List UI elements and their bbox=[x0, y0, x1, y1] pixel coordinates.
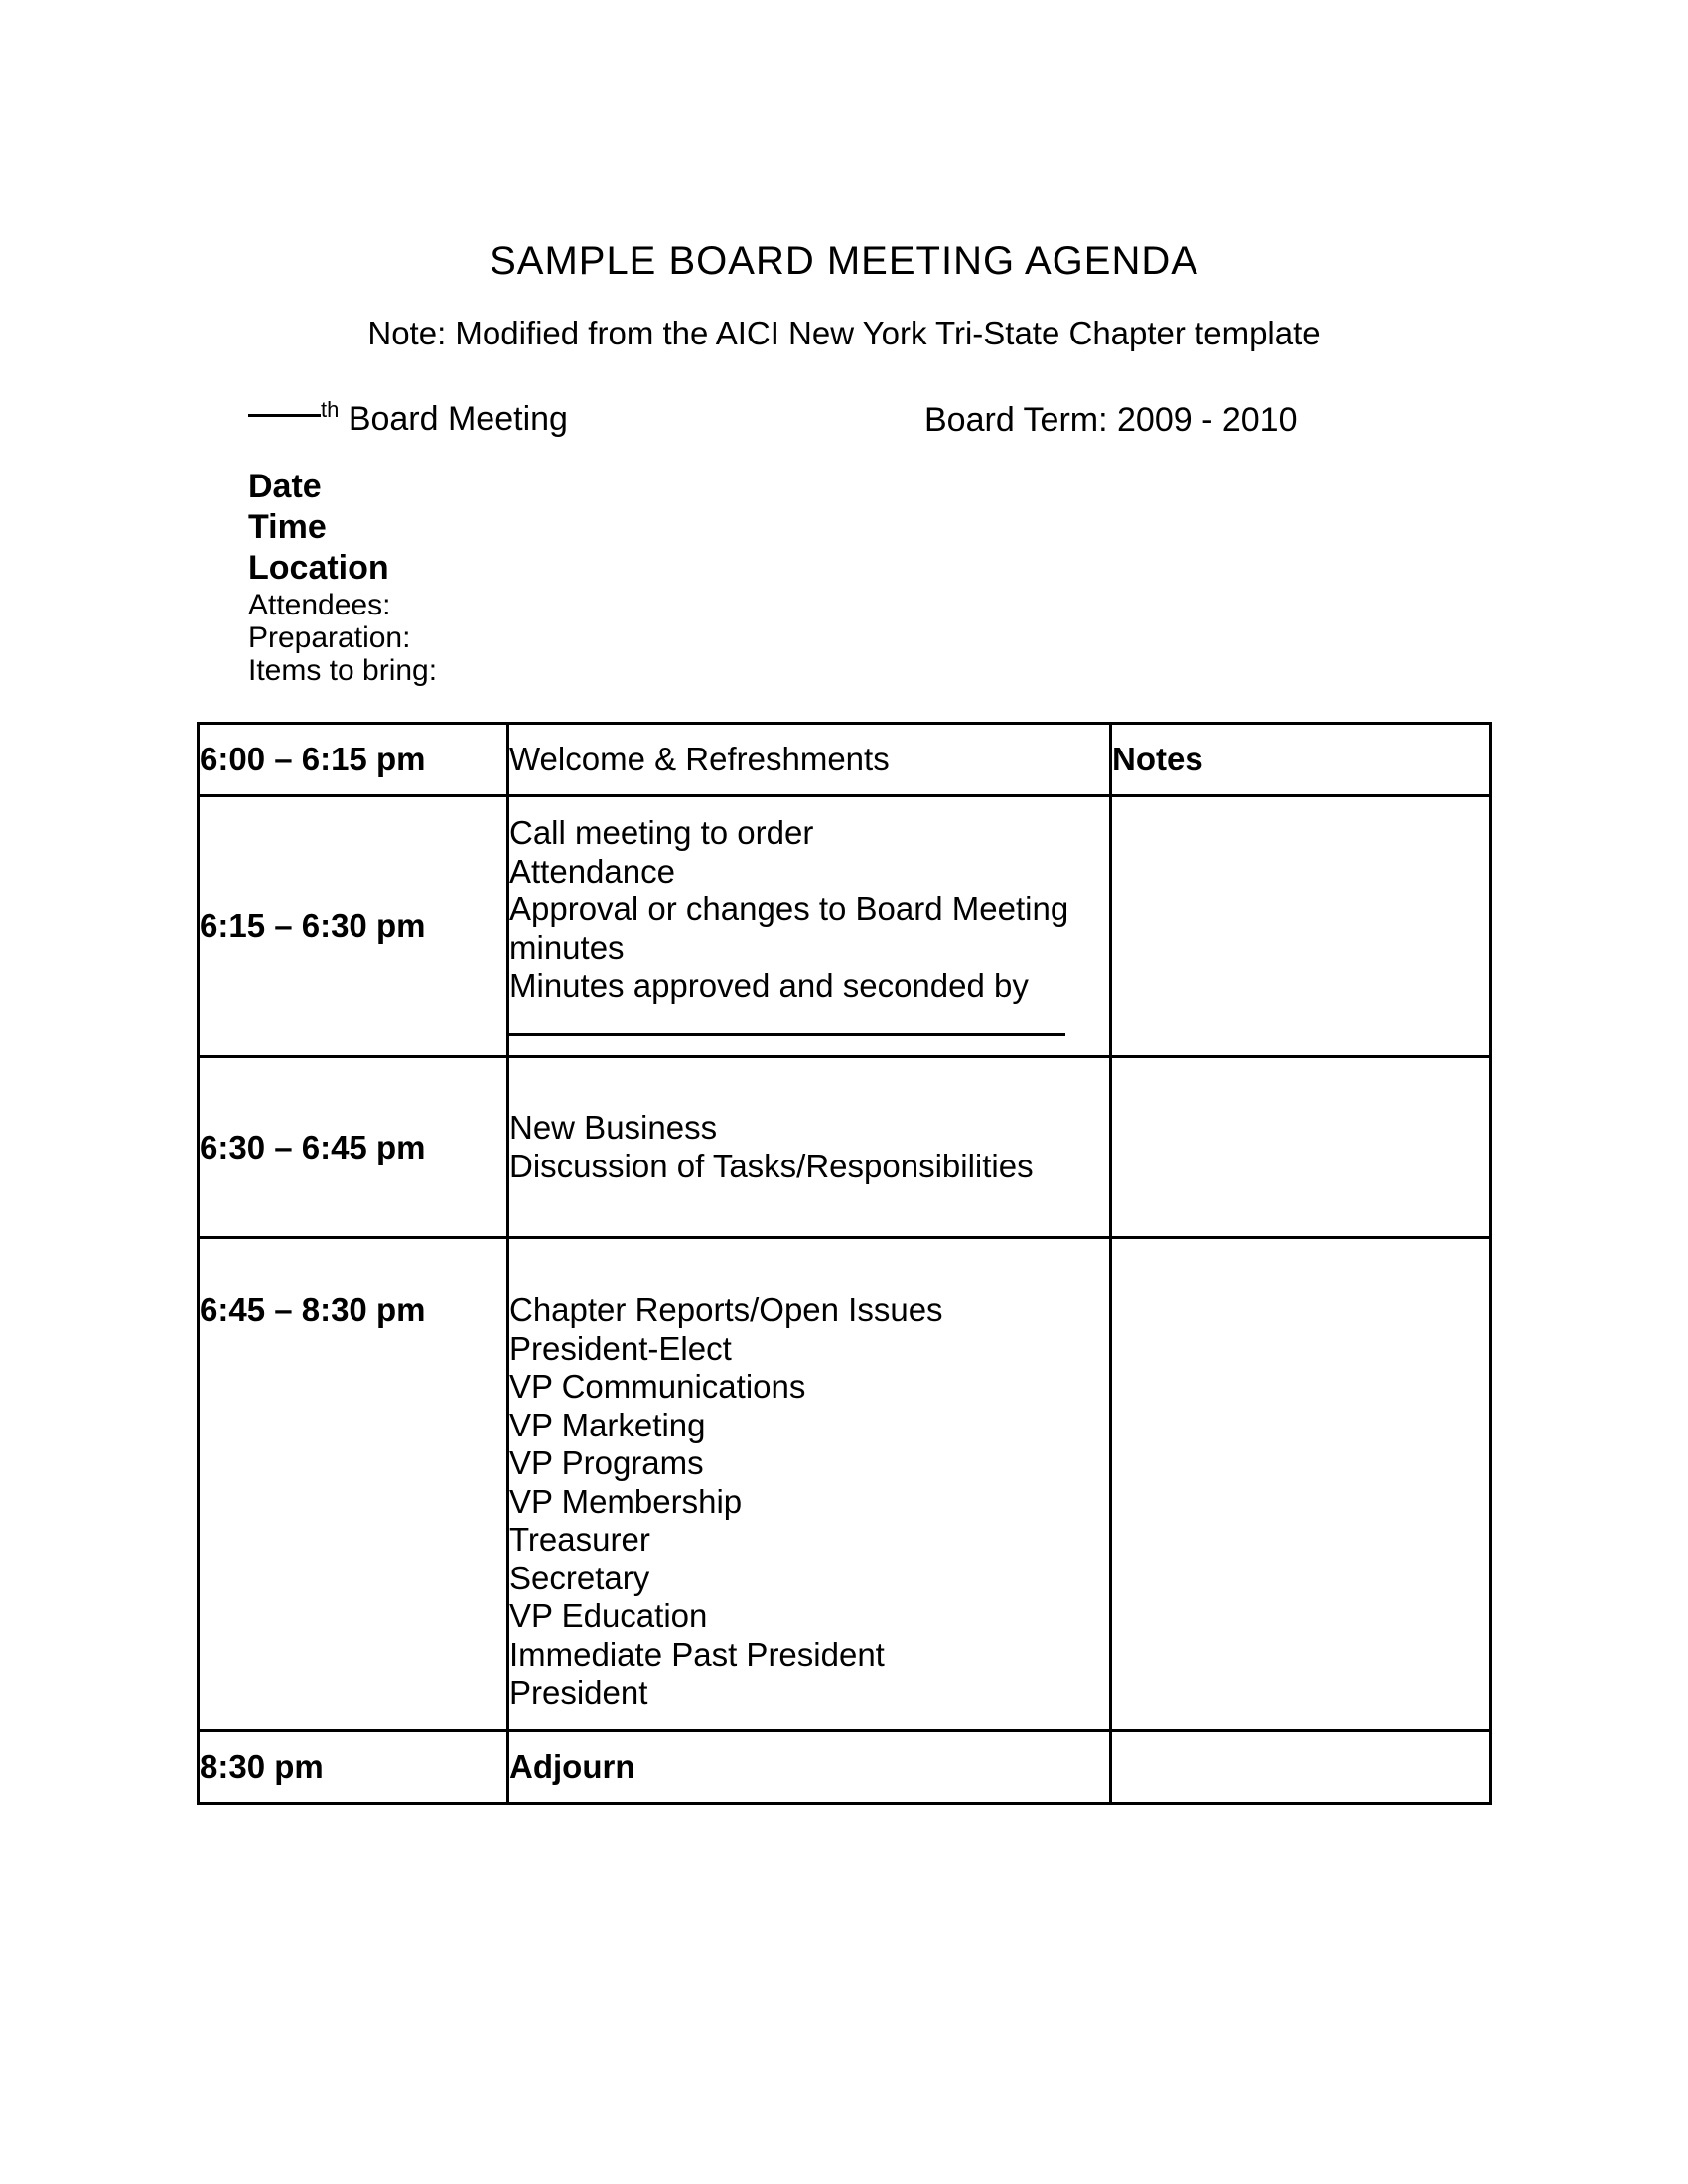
agenda-items-cell bbox=[508, 1238, 1111, 1731]
agenda-row bbox=[199, 1238, 1491, 1731]
agenda-item-line: Approval or changes to Board Meeting bbox=[509, 890, 1069, 927]
agenda-item-line: Welcome & Refreshments bbox=[509, 740, 890, 777]
meeting-label: Board Meeting bbox=[348, 400, 568, 438]
agenda-item-line: President bbox=[509, 1674, 648, 1710]
agenda-items-cell bbox=[508, 724, 1111, 796]
agenda-item-line: Minutes approved and seconded by bbox=[509, 967, 1029, 1004]
agenda-items-cell bbox=[508, 796, 1111, 1057]
agenda-item-line: New Business bbox=[509, 1109, 718, 1146]
time-cell: 6:15 – 6:30 pm bbox=[199, 796, 508, 1057]
signature-blank-line bbox=[509, 1006, 1065, 1036]
agenda-item-line: President-Elect bbox=[509, 1329, 732, 1367]
agenda-row bbox=[199, 724, 1491, 796]
agenda-items-cell bbox=[508, 1731, 1111, 1804]
time-cell: 6:30 – 6:45 pm bbox=[199, 1057, 508, 1238]
ordinal-suffix: th bbox=[321, 397, 340, 422]
agenda-row bbox=[199, 1057, 1491, 1238]
info-label-date: Date bbox=[248, 468, 322, 505]
time-cell: 6:00 – 6:15 pm bbox=[199, 724, 508, 796]
agenda-item-line: Chapter Reports/Open Issues bbox=[509, 1292, 943, 1328]
ordinal-superscript bbox=[248, 388, 339, 432]
meeting-number-line bbox=[248, 397, 568, 445]
board-term: Board Term: 2009 - 2010 bbox=[924, 401, 1298, 439]
page-title: SAMPLE BOARD MEETING AGENDA bbox=[490, 239, 1198, 283]
notes-cell bbox=[1111, 1731, 1491, 1804]
agenda-item-line: Immediate Past President bbox=[509, 1635, 885, 1673]
agenda-item-line: VP Marketing bbox=[509, 1406, 706, 1443]
agenda-row bbox=[199, 1731, 1491, 1804]
info-label-items-to-bring: Items to bring: bbox=[248, 654, 438, 687]
agenda-item-line: Discussion of Tasks/Responsibilities bbox=[509, 1147, 1034, 1184]
note-line: Note: Modified from the AICI New York Tri-State Chapter template bbox=[367, 315, 1321, 351]
agenda-item-line: minutes bbox=[509, 928, 625, 966]
notes-column-header: Notes bbox=[1111, 724, 1491, 796]
agenda-item-line: VP Communications bbox=[509, 1368, 806, 1405]
info-block bbox=[248, 467, 437, 687]
agenda-table-body bbox=[199, 724, 1491, 1804]
info-label-preparation: Preparation: bbox=[248, 621, 411, 654]
agenda-row bbox=[199, 796, 1491, 1057]
agenda-item-line: VP Programs bbox=[509, 1444, 704, 1481]
agenda-item-line: VP Membership bbox=[509, 1482, 743, 1520]
notes-cell bbox=[1111, 1057, 1491, 1238]
blank-underscore-rule bbox=[248, 414, 321, 417]
agenda-item-line: Attendance bbox=[509, 852, 675, 889]
agenda-table bbox=[197, 722, 1492, 1805]
agenda-item-line: Adjourn bbox=[509, 1747, 635, 1785]
agenda-item-line: Secretary bbox=[509, 1559, 650, 1596]
info-label-attendees: Attendees: bbox=[248, 589, 391, 621]
agenda-item-line: VP Education bbox=[509, 1597, 708, 1634]
time-cell: 6:45 – 8:30 pm bbox=[199, 1238, 508, 1731]
notes-cell bbox=[1111, 796, 1491, 1057]
notes-cell bbox=[1111, 1238, 1491, 1731]
info-label-time: Time bbox=[248, 508, 327, 546]
agenda-item-line: Treasurer bbox=[509, 1521, 650, 1558]
time-cell: 8:30 pm bbox=[199, 1731, 508, 1804]
info-label-location: Location bbox=[248, 549, 389, 587]
agenda-items-cell bbox=[508, 1057, 1111, 1238]
agenda-item-line: Call meeting to order bbox=[509, 814, 814, 851]
